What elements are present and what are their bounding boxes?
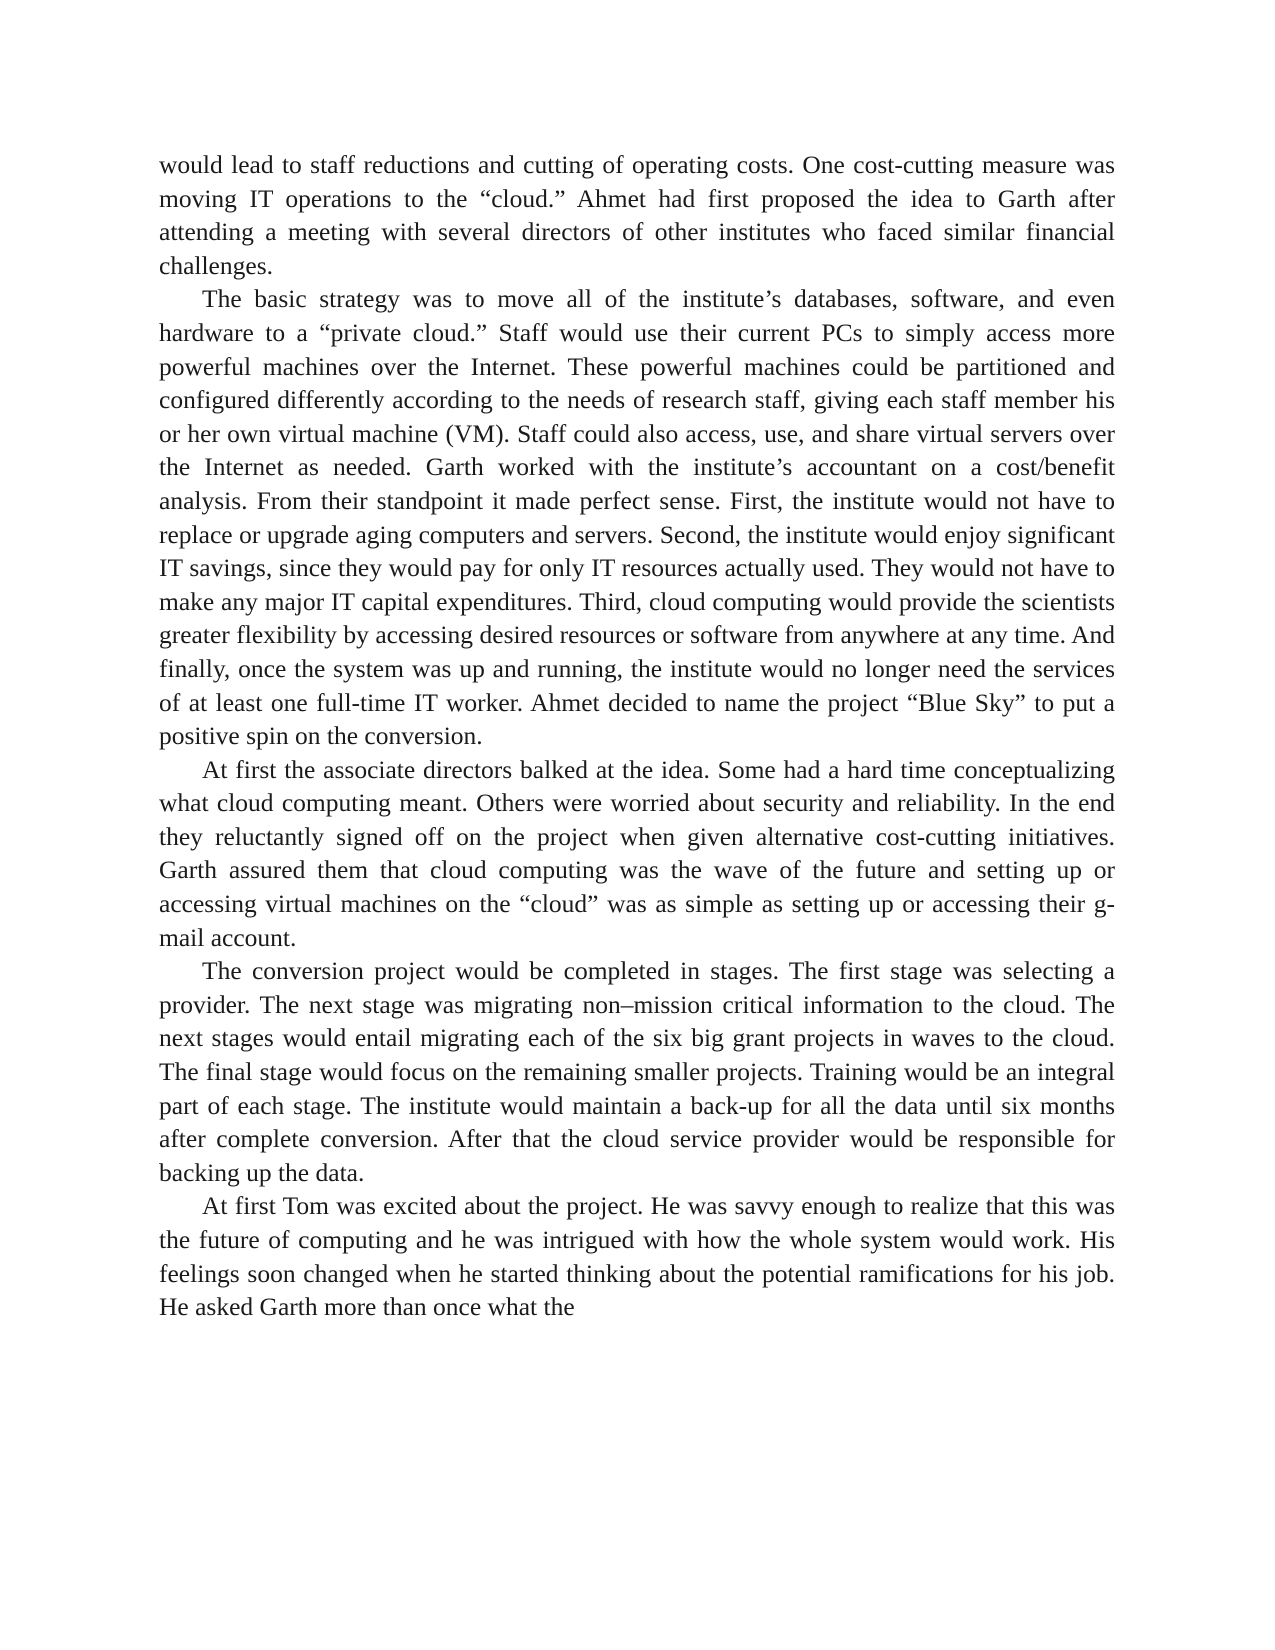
paragraph-3: At first the associate directors balked at the idea. Some had a hard time conceptualizing what cloud computing meant. Others were worried about security and reliability. In the end they reluctantly signed off on the project when given alternative cost-cutting initiatives. Garth assured them that cloud computing was the wave of the future and setting up or accessing virtual machines on the “cloud” was as simple as setting up or accessing their g-mail account. — [159, 754, 1115, 952]
paragraph-5: At first Tom was excited about the project. He was savvy enough to realize that this was the future of computing and he was intrigued with how the whole system would work. His feelings soon changed when he started thinking about the potential ramifications for his job. He asked Garth more than once what the — [159, 1191, 1115, 1322]
paragraph-4: The conversion project would be completed in stages. The first stage was selecting a provider. The next stage was migrating non–mission critical information to the cloud. The next stages would entail migrating each of the six big grant projects in waves to the cloud. The final stage would focus on the remaining smaller projects. Training would be an integral part of each stage. The institute would maintain a back-up for all the data until six months after complete conversion. After that the cloud service provider would be responsible for backing up the data. — [159, 956, 1115, 1187]
paragraph-2: The basic strategy was to move all of the institute’s databases, software, and even hardware to a “private cloud.” Staff would use their current PCs to simply access more powerful machines over the Internet. These powerful machines could be partitioned and configured differently according to the needs of research staff, giving each staff member his or her own virtual machine (VM). Staff could also access, use, and share virtual servers over the Internet as needed. Garth worked with the institute’s accountant on a cost/benefit analysis. From their standpoint it made perfect sense. First, the institute would not have to replace or upgrade aging computers and servers. Second, the institute would enjoy significant IT savings, since they would pay for only IT resources actually used. They would not have to make any major IT capital expenditures. Third, cloud computing would provide the scientists greater flexibility by accessing desired resources or software from anywhere at any time. And finally, once the system was up and running, the institute would no longer need the services of at least one full-time IT worker. Ahmet decided to name the project “Blue Sky” to put a positive spin on the conversion. — [159, 284, 1115, 751]
body-text — [159, 148, 1115, 1324]
paragraph-1: would lead to staff reductions and cutting of operating costs. One cost-cutting measure was moving IT operations to the “cloud.” Ahmet had first proposed the idea to Garth after attending a meeting with several directors of other institutes who faced similar financial challenges. — [159, 150, 1115, 280]
